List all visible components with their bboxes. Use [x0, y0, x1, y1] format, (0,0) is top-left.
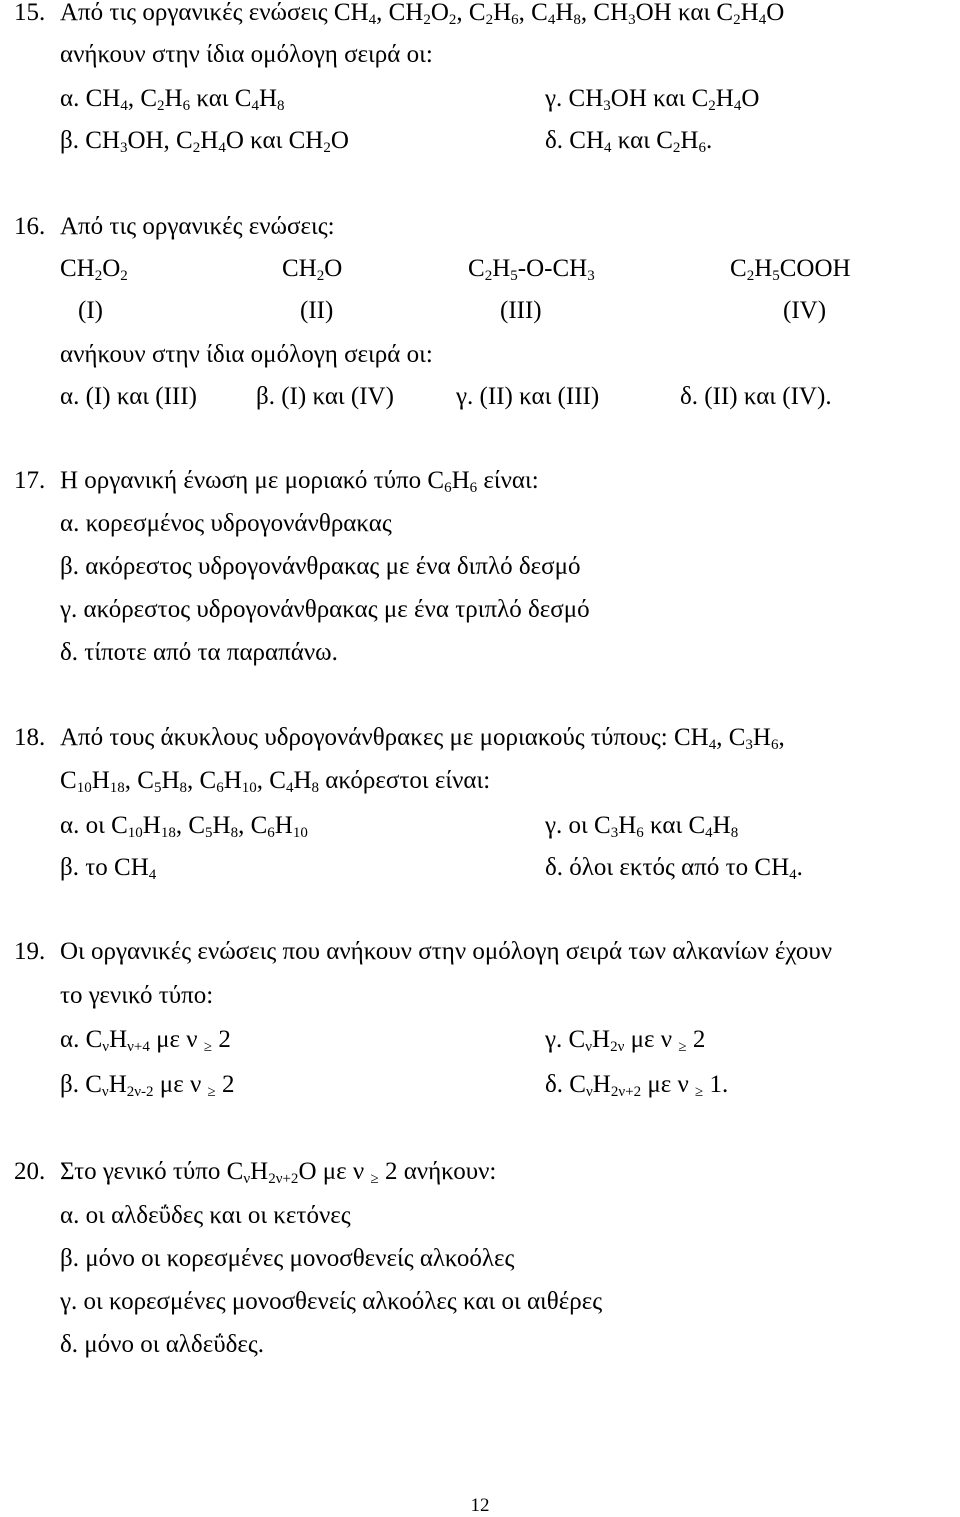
subscript: 2ν+2: [268, 1171, 299, 1187]
subscript: 10: [241, 780, 257, 796]
compound-2: $CH_2O$: [282, 255, 343, 284]
subscript: ν: [102, 1039, 110, 1055]
subscript: 5: [153, 780, 162, 796]
option-b: β. το $CH_4$: [60, 854, 157, 883]
subscript: 2: [423, 12, 431, 28]
option-a: α. κορεσμένος υδρογονάνθρακας: [60, 510, 392, 537]
compound-label: (IV): [783, 297, 827, 324]
subscript: 3: [587, 268, 595, 284]
option-d: δ. $C_\nu H_{2\nu+2}$ με ν $_\ge$ 1.: [545, 1071, 729, 1100]
subscript: 3: [628, 12, 636, 28]
compound-1: $CH_2O_2$: [60, 255, 128, 284]
subscript: 5: [772, 268, 780, 284]
subscript: 2: [485, 12, 494, 28]
subscript: 2: [448, 12, 457, 28]
option-a: α. $CH_4$, $C_2H_6$ και $C_4H_8$: [60, 85, 285, 114]
subscript: 2: [672, 140, 681, 156]
subscript: ν: [243, 1171, 251, 1187]
question-20-stem: Στο γενικό τύπο $C_\nu H_{2\nu+2}O$ με ν $_\ge$ 2 ανήκουν:: [60, 1158, 497, 1187]
subscript: 4: [218, 140, 226, 156]
option-a: α. $C_\nu H_{\nu+4}$ με ν $_\ge$ 2: [60, 1026, 231, 1055]
subscript: 2: [192, 140, 201, 156]
subscript: 2: [484, 268, 493, 284]
subscript: 10: [76, 780, 92, 796]
question-18-stem-cont: $C_{10}H_{18}$, $C_5H_8$, $C_6H_{10}$, $C_4H_8$ ακόρεστοι είναι:: [60, 767, 491, 796]
subscript: 4: [733, 98, 742, 114]
subscript: 5: [205, 825, 213, 841]
subscript: 4: [148, 867, 157, 883]
option-a: α. οι $C_{10}H_{18}$, $C_5H_8$, $C_6H_{10}$: [60, 812, 308, 841]
subscript: 2: [746, 268, 755, 284]
subscript: 5: [510, 268, 518, 284]
option-d: δ. τίποτε από τα παραπάνω.: [60, 639, 338, 666]
subscript: 2: [157, 98, 165, 114]
subscript: 6: [267, 825, 275, 841]
subscript: 3: [119, 140, 128, 156]
subscript: ν: [585, 1084, 593, 1100]
option-d: δ. (II) και (IV).: [680, 383, 832, 410]
question-19-stem-cont: το γενικό τύπο:: [60, 982, 214, 1009]
question-17-stem: Η οργανική ένωση με μοριακό τύπο $C_6H_6$ είναι:: [60, 467, 539, 496]
question-19-stem: Οι οργανικές ενώσεις που ανήκουν στην ομόλογη σειρά των αλκανίων έχουν: [60, 938, 833, 965]
option-a: α. (I) και (III): [60, 383, 197, 410]
subscript: 2: [94, 268, 103, 284]
subscript: 6: [698, 140, 706, 156]
subscript: 2: [316, 268, 325, 284]
question-number: 15.: [14, 0, 46, 26]
subscript: 2: [323, 140, 331, 156]
option-b: β. $C_\nu H_{2\nu-2}$ με ν $_\ge$ 2: [60, 1071, 235, 1100]
subscript: 8: [573, 12, 581, 28]
option-g: γ. οι $C_3H_6$ και $C_4H_8$: [545, 812, 739, 841]
subscript: ν: [101, 1084, 109, 1100]
subscript: 6: [770, 737, 779, 753]
option-g: γ. $C_\nu H_{2\nu}$ με ν $_\ge$ 2: [545, 1026, 706, 1055]
option-b: β. ακόρεστος υδρογονάνθρακας με ένα διπλό δεσμό: [60, 553, 581, 580]
subscript: 6: [216, 780, 224, 796]
option-b: β. μόνο οι κορεσμένες μονοσθενείς αλκοόλες: [60, 1245, 515, 1272]
subscript: 6: [182, 98, 191, 114]
subscript: 4: [547, 12, 556, 28]
compound-label: (II): [300, 297, 334, 324]
compound-3: $C_2H_5-O-CH_3$: [468, 255, 595, 284]
subscript: 2: [120, 268, 128, 284]
subscript: 6: [469, 480, 478, 496]
subscript: 4: [604, 140, 612, 156]
subscript: 2ν: [610, 1039, 625, 1055]
subscript: ≥: [207, 1084, 216, 1100]
subscript: ≥: [203, 1039, 213, 1055]
subscript: ν+4: [127, 1039, 150, 1055]
subscript: 4: [120, 98, 128, 114]
option-g: γ. $CH_3OH$ και $C_2H_4O$: [545, 85, 760, 114]
question-15-stem-cont: ανήκουν στην ίδια ομόλογη σειρά οι:: [60, 41, 433, 68]
page-number: 12: [470, 1495, 490, 1516]
subscript: 4: [789, 867, 797, 883]
compound-label: (III): [500, 297, 542, 324]
subscript: 18: [109, 780, 125, 796]
subscript: 8: [230, 825, 239, 841]
subscript: ≥: [695, 1084, 704, 1100]
subscript: 4: [251, 98, 259, 114]
option-d: δ. όλοι εκτός από το $CH_4$.: [545, 854, 803, 883]
subscript: 2ν-2: [126, 1084, 154, 1100]
option-b: β. $CH_3OH$, $C_2H_4O$ και $CH_2O$: [60, 127, 349, 156]
subscript: 4: [708, 737, 717, 753]
question-number: 16.: [14, 213, 46, 240]
subscript: 3: [745, 737, 753, 753]
option-a: α. οι αλδεΰδες και οι κετόνες: [60, 1202, 351, 1229]
option-d: δ. $CH_4$ και $C_2H_6$.: [545, 127, 713, 156]
subscript: 2ν+2: [610, 1084, 642, 1100]
subscript: 3: [610, 825, 619, 841]
option-b: β. (I) και (IV): [256, 383, 394, 410]
subscript: 4: [758, 12, 767, 28]
subscript: 10: [127, 825, 143, 841]
subscript: 4: [285, 780, 294, 796]
subscript: 2: [733, 12, 741, 28]
subscript: ν: [585, 1039, 593, 1055]
compound-label: (I): [78, 297, 103, 324]
subscript: 6: [511, 12, 519, 28]
subscript: 8: [179, 780, 187, 796]
subscript: 6: [444, 480, 452, 496]
subscript: 10: [292, 825, 308, 841]
subscript: 8: [277, 98, 285, 114]
option-g: γ. ακόρεστος υδρογονάνθρακας με ένα τριπλό δεσμό: [60, 596, 590, 623]
subscript: 8: [730, 825, 739, 841]
question-number: 19.: [14, 938, 46, 965]
question-16-stem: Από τις οργανικές ενώσεις:: [60, 213, 335, 240]
question-15-stem: Από τις οργανικές ενώσεις $CH_4$, $CH_2O_2$, $C_2H_6$, $C_4H_8$, $CH_3OH$ και $C_2H_4O$: [60, 0, 785, 28]
option-g: γ. οι κορεσμένες μονοσθενείς αλκοόλες και οι αιθέρες: [60, 1288, 603, 1315]
question-18-stem: Από τους άκυκλους υδρογονάνθρακες με μοριακούς τύπους: $CH_4$, $C_3H_6$,: [60, 724, 785, 753]
subscript: 3: [603, 98, 611, 114]
subscript: ≥: [370, 1171, 379, 1187]
subscript: 4: [705, 825, 713, 841]
subscript: 18: [160, 825, 176, 841]
question-number: 18.: [14, 724, 46, 751]
subscript: 6: [636, 825, 644, 841]
subscript: ≥: [678, 1039, 687, 1055]
subscript: 2: [708, 98, 716, 114]
question-number: 17.: [14, 467, 46, 494]
option-g: γ. (II) και (III): [456, 383, 600, 410]
subscript: 4: [368, 12, 377, 28]
subscript: 8: [311, 780, 319, 796]
option-d: δ. μόνο οι αλδεΰδες.: [60, 1331, 265, 1358]
question-number: 20.: [14, 1158, 46, 1185]
compound-4: $C_2H_5COOH$: [730, 255, 851, 284]
question-16-stem-cont: ανήκουν στην ίδια ομόλογη σειρά οι:: [60, 341, 433, 368]
